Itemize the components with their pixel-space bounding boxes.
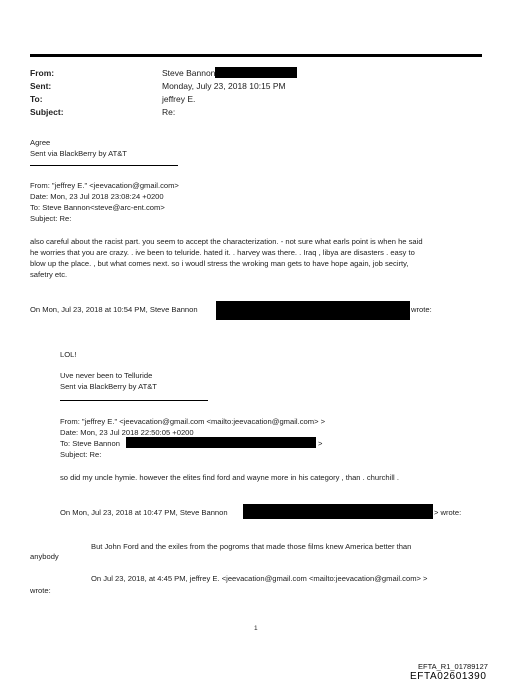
quoted3-wrote: wrote: [30, 586, 51, 595]
reply2-line1: LOL! [60, 350, 77, 359]
quoted1-attribution-suffix: wrote: [411, 305, 432, 314]
footer-id-large: EFTA02601390 [410, 671, 487, 682]
quoted2-from: From: "jeffrey E." <jeevacation@gmail.com <mailto:jeevacation@gmail.com> > [60, 417, 326, 426]
separator-rule [60, 400, 208, 401]
to-label: To: [30, 94, 43, 104]
redaction-bar [216, 301, 410, 320]
reply2-line2: Uve never been to Telluride [60, 371, 153, 380]
reply2-signature: Sent via BlackBerry by AT&T [60, 382, 157, 391]
top-rule [30, 54, 482, 57]
to-value: jeffrey E. [162, 94, 196, 104]
page-number: 1 [254, 625, 258, 632]
from-value: Steve Bannon [162, 68, 216, 78]
quoted1-body-line2: he worries that you are crazy. . ive been to teluride. hated it. . harvey was there. . Iraq , libya are disasters . easy to [30, 248, 415, 257]
footer-id-small: EFTA_R1_01789127 [418, 662, 488, 671]
quoted2-to-suffix: > [318, 439, 323, 448]
quoted1-body-line1: also careful about the racist part. you seem to accept the characterization. - not sure what earls point is when he said [30, 237, 423, 246]
quoted3-body-line2: anybody [30, 552, 59, 561]
reply1-signature: Sent via BlackBerry by AT&T [30, 149, 127, 158]
redaction-bar [215, 67, 297, 78]
quoted1-body-line3: blow up the place. , but what comes next. so i woudl stress the wroking man gets to have hope again, job secirty, [30, 259, 409, 268]
quoted2-subject: Subject: Re: [60, 450, 102, 459]
quoted1-date: Date: Mon, 23 Jul 2018 23:08:24 +0200 [30, 192, 164, 201]
sent-value: Monday, July 23, 2018 10:15 PM [162, 81, 286, 91]
quoted1-body-line4: safetry etc. [30, 270, 68, 279]
subject-label: Subject: [30, 107, 64, 117]
quoted2-to: To: Steve Bannon [60, 439, 120, 448]
quoted1-subject: Subject: Re: [30, 214, 72, 223]
separator-rule [30, 165, 178, 166]
sent-label: Sent: [30, 81, 52, 91]
quoted3-attribution: On Jul 23, 2018, at 4:45 PM, jeffrey E. <jeevacation@gmail.com <mailto:jeevacation@gmail.com> > [91, 574, 428, 583]
subject-value: Re: [162, 107, 176, 117]
quoted2-body: so did my uncle hymie. however the elites find ford and wayne more in his category , than . churchill . [60, 473, 399, 482]
quoted3-body-line1: But John Ford and the exiles from the pogroms that made those films knew America better than [91, 542, 412, 551]
redaction-bar [126, 437, 316, 448]
reply1-line1: Agree [30, 138, 51, 147]
quoted2-attribution-suffix: > wrote: [434, 508, 462, 517]
quoted1-to: To: Steve Bannon<steve@arc-ent.com> [30, 203, 165, 212]
quoted2-attribution: On Mon, Jul 23, 2018 at 10:47 PM, Steve Bannon [60, 508, 228, 517]
quoted1-attribution: On Mon, Jul 23, 2018 at 10:54 PM, Steve Bannon [30, 305, 198, 314]
quoted2-date: Date: Mon, 23 Jul 2018 22:50:05 +0200 [60, 428, 194, 437]
quoted1-from: From: "jeffrey E." <jeevacation@gmail.com> [30, 181, 179, 190]
from-label: From: [30, 68, 55, 78]
redaction-bar [243, 504, 433, 519]
